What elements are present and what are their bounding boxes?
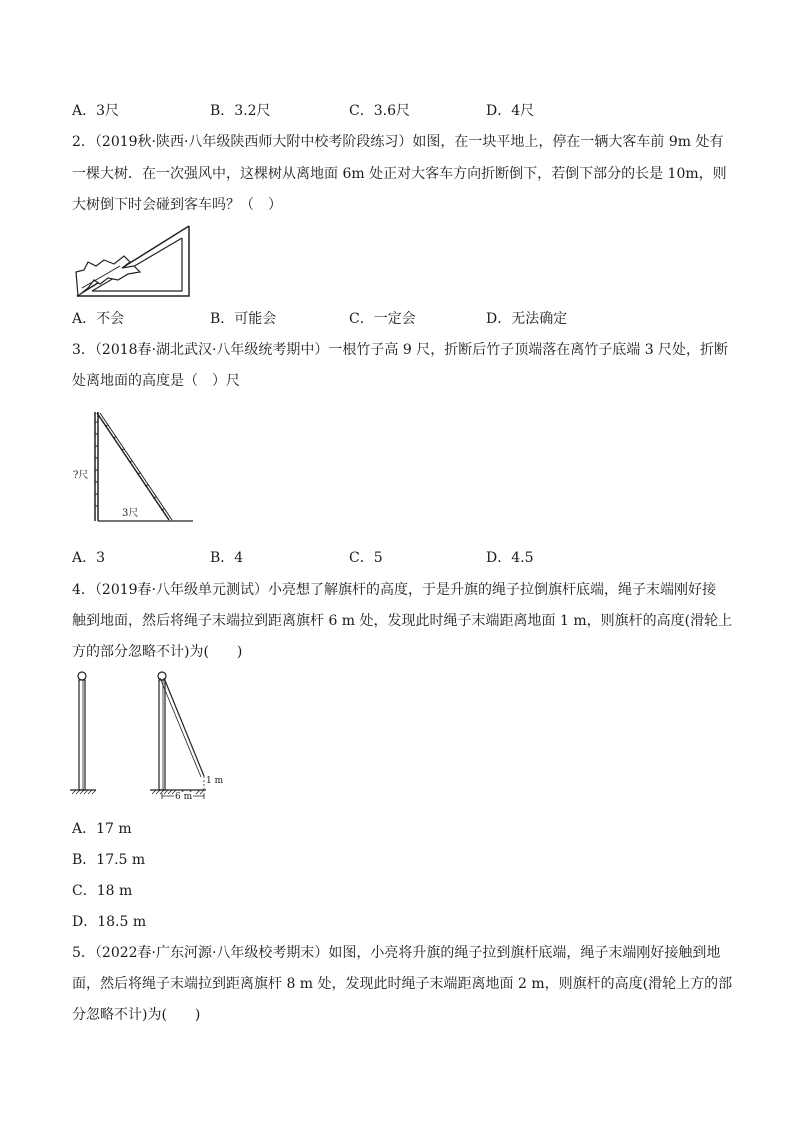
q3-options <box>72 549 732 567</box>
q2-option-c[interactable]: C．一定会 <box>349 311 416 327</box>
q4-option-d[interactable]: D．18.5 m <box>72 914 147 930</box>
q4-option-c[interactable]: C．18 m <box>72 883 133 899</box>
q3-base-label: 3尺 <box>122 508 139 519</box>
q3-line-1: 3．（2018春·湖北武汉·八年级统考期中）一根竹子高 9 尺，折断后竹子顶端落在离竹子底端 3 尺处，折断 <box>72 342 729 358</box>
q2-tree-bus-figure <box>74 222 196 302</box>
q3-height-label: ?尺 <box>73 470 89 481</box>
q4-option-b[interactable]: B．17.5 m <box>72 852 146 868</box>
q3-option-b[interactable]: B．4 <box>210 550 244 566</box>
q4-line-3: 方的部分忽略不计)为( ) <box>72 644 243 660</box>
q2-line-1: 2．（2019秋·陕西·八年级陕西师大附中校考阶段练习）如图，在一块平地上，停在一辆大客车前 9m 处有 <box>72 134 724 150</box>
q4-line-2: 触到地面，然后将绳子末端拉到距离旗杆 6 m 处，发现此时绳子末端距离地面 1 m，则旗杆的高度(滑轮上 <box>72 613 733 629</box>
q2-line-2: 一棵大树．在一次强风中，这棵树从离地面 6m 处正对大客车方向折断倒下，若倒下部分的长是 10m，则 <box>72 166 727 182</box>
q5-line-2: 面，然后将绳子末端拉到距离旗杆 8 m 处，发现此时绳子末端距离地面 2 m，则旗杆的高度(滑轮上方的部 <box>72 976 733 992</box>
q3-line-2: 处离地面的高度是（ ）尺 <box>72 373 240 389</box>
q3-option-d[interactable]: D．4.5 <box>486 550 534 566</box>
q5-line-3: 分忽略不计)为( ) <box>72 1007 201 1023</box>
q1-option-a[interactable]: A．3尺 <box>72 103 120 119</box>
q3-option-a[interactable]: A．3 <box>72 550 106 566</box>
q1-option-d[interactable]: D．4尺 <box>486 103 535 119</box>
q4-6m-label: 6 m <box>175 792 193 802</box>
q2-option-d[interactable]: D．无法确定 <box>486 311 568 327</box>
q2-option-b[interactable]: B．可能会 <box>210 311 277 327</box>
q4-option-a[interactable]: A．17 m <box>72 821 132 837</box>
q4-flagpole-figure <box>70 668 230 804</box>
q2-line-3: 大树倒下时会碰到客车吗？（ ） <box>72 197 282 213</box>
q5-line-1: 5．（2022春·广东河源·八年级校考期末）如图，小亮将升旗的绳子拉到旗杆底端，绳子末端刚好接触到地 <box>72 945 721 961</box>
q2-option-a[interactable]: A．不会 <box>72 311 125 327</box>
q4-line-1: 4．（2019春·八年级单元测试）小亮想了解旗杆的高度，于是升旗的绳子拉倒旗杆底端，绳子末端刚好接 <box>72 582 716 598</box>
q3-bamboo-figure <box>72 408 194 528</box>
q3-option-c[interactable]: C．5 <box>349 550 383 566</box>
q4-1m-label: 1 m <box>206 776 224 786</box>
q1-option-c[interactable]: C．3.6尺 <box>349 103 410 119</box>
q1-options <box>72 102 732 120</box>
q1-option-b[interactable]: B．3.2尺 <box>210 103 271 119</box>
q2-options <box>72 310 732 328</box>
